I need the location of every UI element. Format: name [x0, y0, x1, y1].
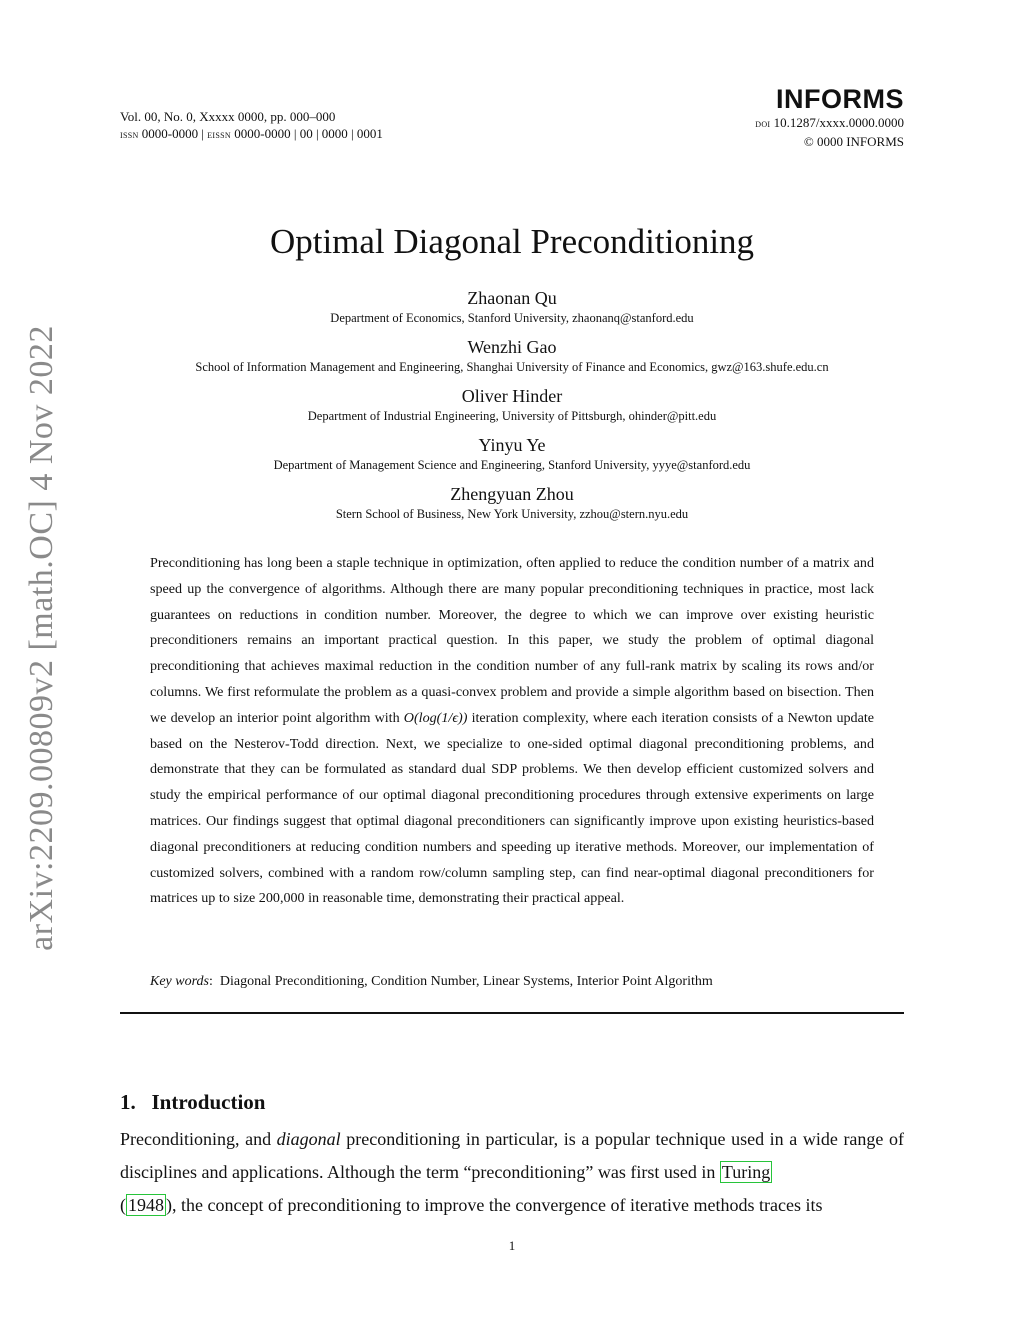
author-affiliation: School of Information Management and Engineering, Shanghai University of Finance and Economics, gwz@163.shufe.edu.cn [195, 360, 829, 374]
complexity-formula: O(log(1/ϵ)) [403, 709, 468, 726]
eissn-label: eissn [207, 129, 231, 141]
author-block [0, 384, 1024, 424]
citation-author-link[interactable]: Turing [721, 1162, 771, 1182]
eissn-value: 0000-0000 [234, 126, 291, 141]
abstract-text: Preconditioning has long been a staple technique in optimization, often applied to reduce the condition number of a matrix and speed up the convergence of algorithms. Although there are many popular preconditioning techniques in practice, most lack guarantees on reductions in condition number. Moreover, the degree to which we can improve over existing heuristic preconditioners remains an important practical question. In this paper, we study the problem of optimal diagonal preconditioning that achieves maximal reduction in the condition number of any full-rank matrix by scaling its rows and/or columns. We first reformulate the problem as a quasi-convex problem and provide a simple algorithm based on bisection. Then we develop an interior point algorithm with [150, 555, 874, 726]
issn-line: issn 0000-0000 | eissn 0000-0000 | 00 | 0000 | 0001 [120, 126, 383, 141]
paren-open: ( [120, 1195, 126, 1215]
intro-paragraph [120, 1123, 904, 1222]
abstract-text: iteration complexity, where each iteration consists of a Newton update based on the Nesterov-Todd direction. Next, we specialize to one-sided optimal diagonal preconditioning problems, and demonstrate that they can be formulated as standard dual SDP problems. We then develop efficient customized solvers and study the empirical performance of our optimal diagonal preconditioning procedures through extensive experiments on large matrices. Our findings suggest that optimal diagonal preconditioners can significantly improve upon existing heuristics-based diagonal preconditioners at reducing condition numbers and speeding up iterative methods. Moreover, our implementation of customized solvers, combined with a random row/column sampling step, can find near-optimal diagonal preconditioners for matrices up to size 200,000 in reasonable time, demonstrating their practical appeal. [150, 709, 875, 907]
keywords-label: Key words [150, 974, 209, 989]
code-1: 00 [299, 126, 313, 141]
issn-label: issn [120, 129, 139, 141]
citation-year-link[interactable]: 1948 [128, 1195, 164, 1215]
author-block [0, 335, 1024, 375]
author-affiliation: Department of Industrial Engineering, University of Pittsburgh, ohinder@pitt.edu [307, 409, 717, 423]
keywords-colon: : [208, 974, 213, 989]
keywords-text: Diagonal Preconditioning, Condition Number, Linear Systems, Interior Point Algorithm [219, 974, 713, 989]
intro-text: , the concept of preconditioning to improve the convergence of iterative methods traces its [172, 1195, 823, 1215]
intro-text: preconditioning in particular, is a popular technique used in a wide range of disciplines and applications. Although the term “preconditioning” was first used in [120, 1129, 904, 1182]
doi-value[interactable]: 10.1287/xxxx.0000.0000 [773, 115, 904, 130]
section-number: 1. [120, 1090, 136, 1114]
section-heading [120, 1090, 265, 1115]
author-name: Oliver Hinder [461, 386, 563, 406]
keywords [150, 974, 713, 990]
author-block [0, 433, 1024, 473]
author-name: Zhengyuan Zhou [450, 484, 574, 504]
intro-text: Preconditioning, and [120, 1129, 277, 1149]
paren-close: ) [166, 1195, 172, 1215]
author-affiliation: Department of Economics, Stanford University, zhaonanq@stanford.edu [330, 311, 694, 325]
author-name: Yinyu Ye [478, 435, 546, 455]
page-number: 1 [508, 1238, 516, 1253]
publisher-logo: INFORMS [776, 84, 904, 114]
code-3: 0001 [356, 126, 383, 141]
volume-line: Vol. 00, No. 0, Xxxxx 0000, pp. 000–000 [120, 109, 336, 124]
issn-value: 0000-0000 [141, 126, 199, 141]
author-affiliation: Stern School of Business, New York University, zzhou@stern.nyu.edu [335, 507, 689, 521]
publisher-info [755, 84, 904, 150]
author-list [0, 286, 1024, 531]
section-title: Introduction [151, 1090, 266, 1114]
paper-title: Optimal Diagonal Preconditioning [269, 222, 755, 261]
doi-label: doi [755, 118, 771, 130]
code-2: 0000 [321, 126, 348, 141]
arxiv-stamp[interactable]: arXiv:2209.00809v2 [math.OC] 4 Nov 2022 [23, 325, 60, 951]
author-name: Wenzhi Gao [467, 337, 557, 357]
author-block [0, 286, 1024, 326]
intro-emphasis: diagonal [276, 1129, 341, 1149]
author-block [0, 482, 1024, 522]
author-name: Zhaonan Qu [467, 288, 557, 308]
copyright: © 0000 INFORMS [803, 134, 904, 149]
section-divider [120, 1012, 904, 1014]
author-affiliation: Department of Management Science and Engineering, Stanford University, yyye@stanford.edu [273, 458, 751, 472]
abstract [150, 551, 874, 912]
doi-line [755, 114, 904, 133]
journal-info [120, 108, 383, 144]
